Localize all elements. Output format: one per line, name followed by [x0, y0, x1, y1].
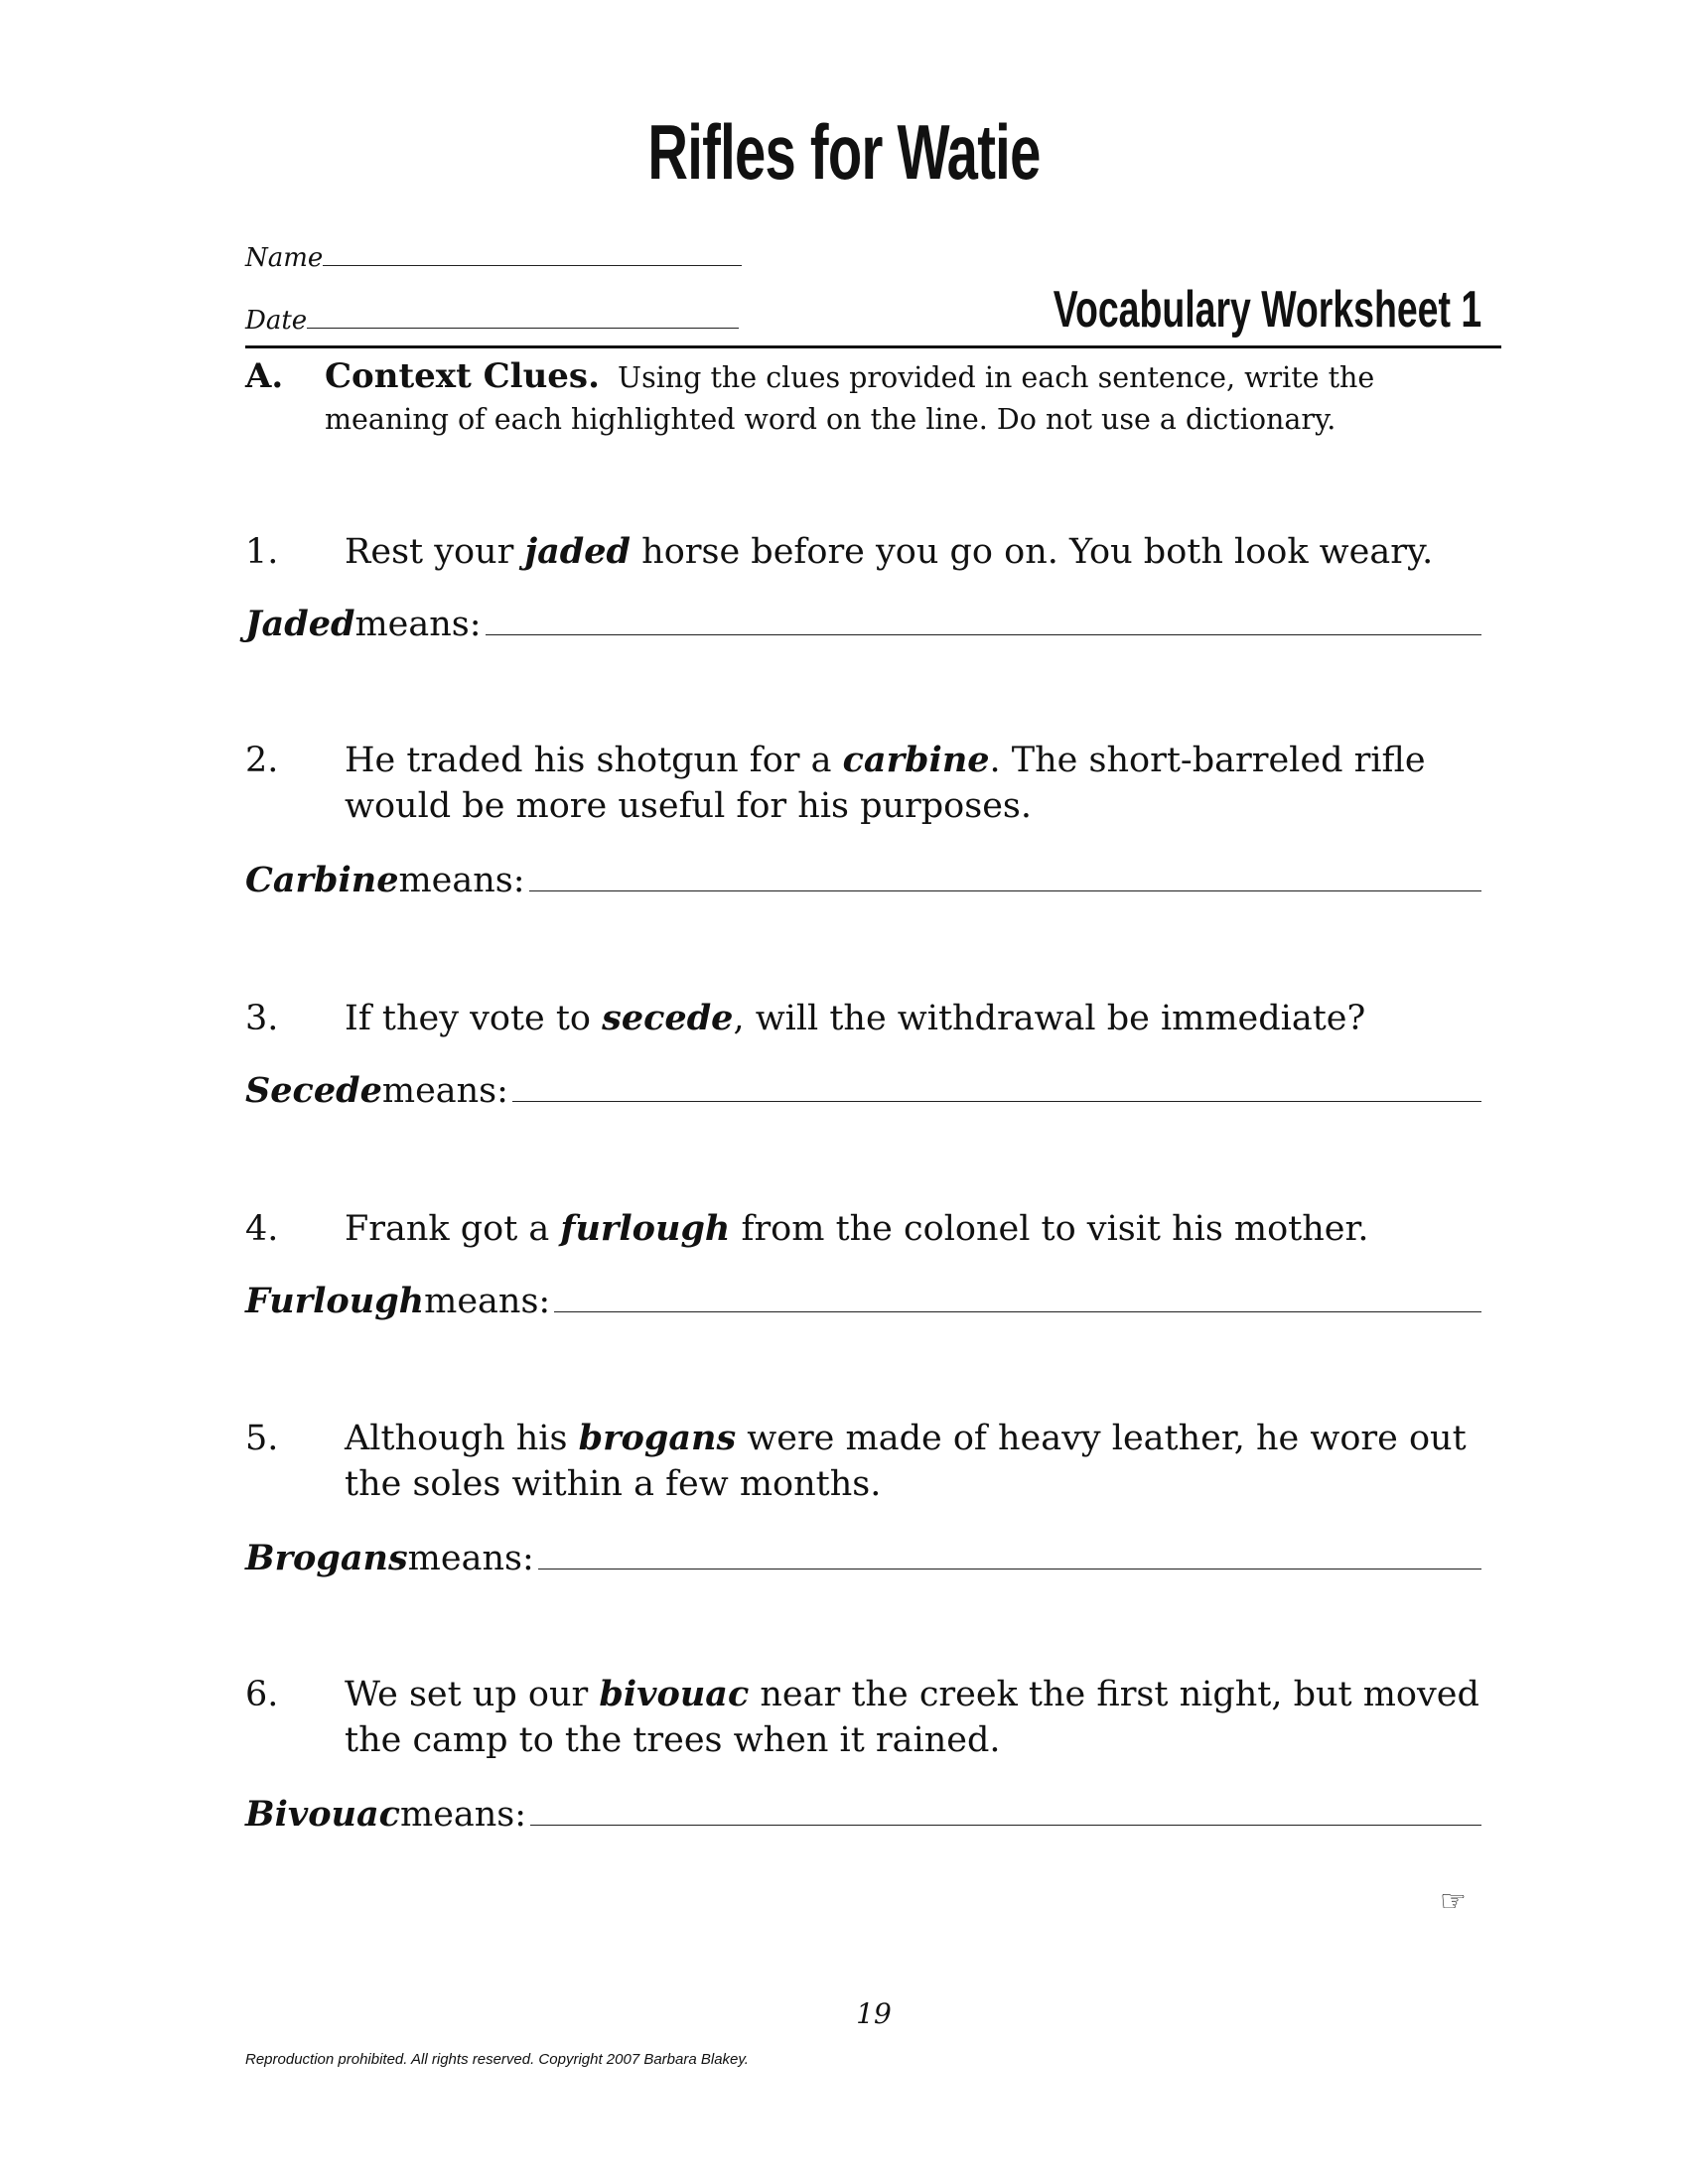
highlighted-word: furlough	[560, 1208, 731, 1249]
answer-line-2[interactable]	[245, 860, 1481, 900]
answer-word: Secede	[245, 1070, 382, 1111]
highlighted-word: secede	[602, 998, 734, 1038]
question-text-after: . The short-barreled rifle would be more useful for his purposes.	[345, 741, 1426, 826]
means-label: means:	[354, 605, 482, 644]
means-label: means:	[400, 1795, 527, 1835]
section-instructions: Using the clues provided in each sentence, write the meaning of each highlighted word on the line. Do not use a dictionary.	[325, 361, 1375, 436]
question-3	[245, 996, 1501, 1041]
question-number: 3.	[245, 999, 279, 1038]
question-number: 5.	[245, 1419, 279, 1458]
question-text-before: Although his	[345, 1419, 579, 1458]
answer-line-4[interactable]	[245, 1281, 1481, 1321]
question-text-after: from the colonel to visit his mother.	[730, 1209, 1369, 1249]
question-text-before: If they vote to	[345, 999, 603, 1038]
question-number: 2.	[245, 741, 279, 780]
name-label: Name	[245, 243, 324, 273]
answer-line-3[interactable]	[245, 1070, 1481, 1111]
answer-word: Furlough	[245, 1281, 425, 1321]
name-line	[323, 264, 742, 266]
worksheet-book-title: Rifles for Watie	[647, 108, 1041, 196]
question-text-before: Rest your	[345, 532, 525, 572]
answer-blank[interactable]	[529, 889, 1481, 891]
answer-line-1[interactable]	[245, 604, 1481, 644]
pointing-hand-icon: ☞	[1440, 1884, 1467, 1919]
answer-word: Jaded	[245, 604, 355, 644]
copyright-notice: Reproduction prohibited. All rights reserved. Copyright 2007 Barbara Blakey.	[245, 2051, 749, 2068]
question-text-after: near the creek the first night, but moved the camp to the trees when it rained.	[345, 1675, 1479, 1760]
answer-line-6[interactable]	[245, 1794, 1481, 1835]
question-number: 6.	[245, 1675, 279, 1714]
highlighted-word: bivouac	[599, 1674, 750, 1714]
answer-word: Brogans	[245, 1538, 408, 1578]
question-text-after: were made of heavy leather, he wore out the soles within a few months.	[345, 1419, 1467, 1504]
means-label: means:	[407, 1539, 534, 1578]
section-a-instructions	[245, 355, 1501, 441]
answer-blank[interactable]	[554, 1310, 1481, 1312]
answer-blank[interactable]	[486, 633, 1481, 635]
question-text-after: horse before you go on. You both look weary.	[631, 532, 1434, 572]
answer-blank[interactable]	[512, 1100, 1481, 1102]
worksheet-title: Vocabulary Worksheet 1	[1053, 281, 1481, 339]
means-label: means:	[381, 1071, 508, 1111]
highlighted-word: carbine	[842, 740, 990, 780]
highlighted-word: jaded	[524, 531, 632, 572]
question-2	[245, 738, 1501, 829]
means-label: means:	[398, 861, 525, 900]
question-6	[245, 1672, 1501, 1763]
question-1	[245, 529, 1501, 575]
question-number: 4.	[245, 1209, 279, 1249]
question-number: 1.	[245, 532, 279, 572]
question-text-before: Frank got a	[345, 1209, 561, 1249]
date-label: Date	[245, 306, 308, 336]
means-label: means:	[424, 1282, 551, 1321]
date-field[interactable]	[245, 306, 739, 336]
question-text-after: , will the withdrawal be immediate?	[733, 999, 1366, 1038]
name-field[interactable]	[245, 243, 742, 273]
section-heading: Context Clues.	[325, 356, 600, 396]
question-4	[245, 1206, 1501, 1252]
page-number: 19	[856, 1997, 892, 2030]
answer-word: Carbine	[245, 860, 399, 900]
question-text-before: He traded his shotgun for a	[345, 741, 843, 780]
answer-blank[interactable]	[530, 1824, 1481, 1826]
header-divider	[245, 345, 1501, 348]
answer-word: Bivouac	[245, 1794, 400, 1835]
question-text-before: We set up our	[345, 1675, 600, 1714]
answer-line-5[interactable]	[245, 1538, 1481, 1578]
question-5	[245, 1416, 1501, 1507]
date-line	[307, 327, 739, 329]
section-letter: A.	[245, 356, 284, 396]
highlighted-word: brogans	[578, 1418, 737, 1458]
answer-blank[interactable]	[538, 1568, 1481, 1570]
